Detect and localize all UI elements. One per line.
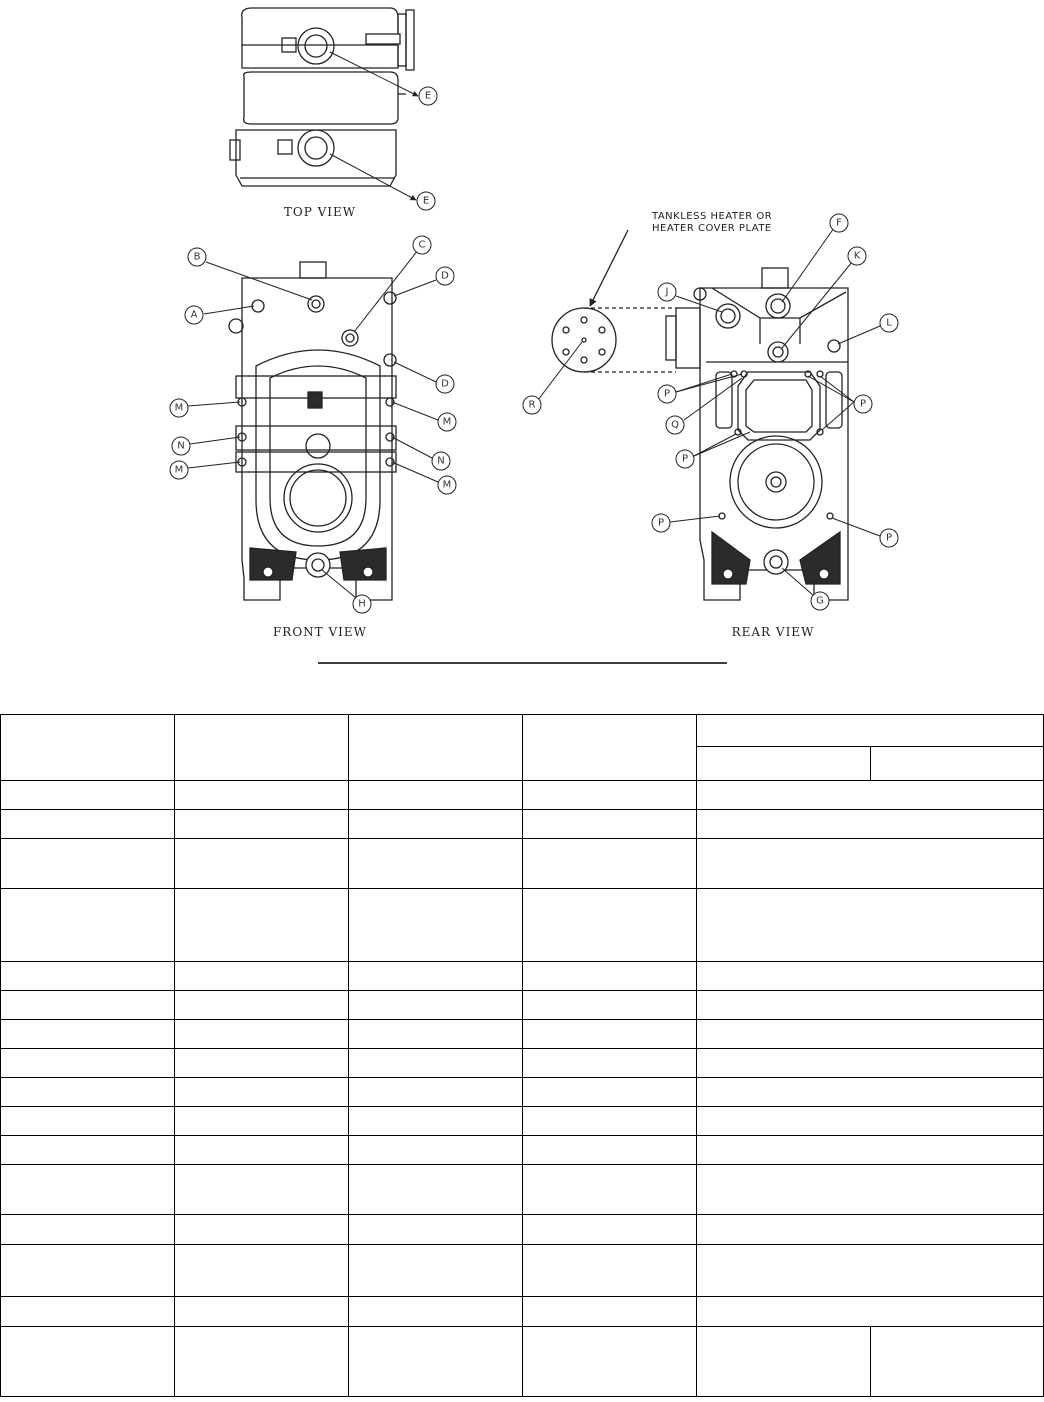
callout-b: B: [193, 251, 201, 263]
connection-spec-table: [0, 714, 1044, 1397]
table-cell: [1, 1107, 175, 1136]
table-cell: [523, 715, 697, 781]
table-cell: [175, 1245, 349, 1297]
table-cell: [175, 991, 349, 1020]
table-header-row: [1, 715, 1044, 747]
table-cell: [523, 1297, 697, 1327]
table-cell: [523, 1245, 697, 1297]
table-cell: [523, 1327, 697, 1397]
table-cell: [523, 1107, 697, 1136]
callout-p-bottom-left: P: [657, 517, 665, 529]
table-cell: [175, 810, 349, 839]
front-view-drawing: [229, 262, 396, 600]
table-row: [1, 781, 1044, 810]
table-cell: [349, 1078, 523, 1107]
front-view-caption: FRONT VIEW: [272, 625, 368, 639]
table-cell: [1, 715, 175, 781]
callout-p-bottom-right: P: [885, 532, 893, 544]
table-cell: [523, 1215, 697, 1245]
table-cell: [697, 1215, 1044, 1245]
table-cell: [175, 1165, 349, 1215]
table-cell: [1, 991, 175, 1020]
callout-q: Q: [671, 419, 679, 431]
table-cell: [175, 1020, 349, 1049]
table-cell: [1, 889, 175, 962]
table-cell: [697, 1327, 871, 1397]
table-cell: [523, 991, 697, 1020]
table-cell: [523, 781, 697, 810]
table-cell: [697, 1020, 1044, 1049]
callout-m-left-top: M: [174, 402, 184, 414]
table-cell: [523, 1078, 697, 1107]
table-cell: [349, 1327, 523, 1397]
table-cell: [175, 962, 349, 991]
callout-k: K: [853, 250, 861, 262]
table-row: [1, 1165, 1044, 1215]
table-row: [1, 1078, 1044, 1107]
table-cell: [349, 889, 523, 962]
table-cell: [175, 715, 349, 781]
table-cell: [697, 991, 1044, 1020]
table-cell: [697, 1245, 1044, 1297]
table-cell: [1, 1215, 175, 1245]
table-cell: [175, 1136, 349, 1165]
table-cell: [349, 1107, 523, 1136]
table-cell: [1, 1245, 175, 1297]
callout-d-top: D: [441, 270, 449, 282]
callout-e-bottom: E: [422, 195, 430, 207]
table-cell: [523, 889, 697, 962]
table-cell: [349, 962, 523, 991]
table-row: [1, 991, 1044, 1020]
table-row: [1, 962, 1044, 991]
table-row: [1, 1136, 1044, 1165]
callout-p-left-upper: P: [663, 388, 671, 400]
table-cell: [1, 1297, 175, 1327]
table-cell: [871, 1327, 1044, 1397]
table-cell: [349, 991, 523, 1020]
table-cell: [349, 1215, 523, 1245]
table-cell: [1, 1327, 175, 1397]
table-cell: [697, 810, 1044, 839]
table-cell: [349, 1049, 523, 1078]
callout-p-right: P: [859, 398, 867, 410]
table-cell: [697, 1165, 1044, 1215]
callout-h: H: [358, 598, 366, 610]
table-cell: [697, 1107, 1044, 1136]
top-view-drawing: [230, 8, 414, 186]
table-row: [1, 1020, 1044, 1049]
table-row: [1, 1215, 1044, 1245]
table-cell: [175, 1215, 349, 1245]
callout-e-top: E: [424, 90, 432, 102]
callout-n-left: N: [177, 440, 185, 452]
table-cell: [697, 889, 1044, 962]
table-row: [1, 1297, 1044, 1327]
table-row: [1, 839, 1044, 889]
callout-m-right-top: M: [442, 416, 452, 428]
table-cell: [697, 1078, 1044, 1107]
table-cell: [1, 1020, 175, 1049]
table-cell: [697, 1049, 1044, 1078]
table-cell: [697, 715, 1044, 747]
table-cell: [175, 889, 349, 962]
table-cell: [175, 839, 349, 889]
table-row: [1, 1107, 1044, 1136]
table-cell: [175, 1107, 349, 1136]
table-cell: [523, 1136, 697, 1165]
table-cell: [349, 1136, 523, 1165]
table-cell: [175, 781, 349, 810]
table-cell: [1, 839, 175, 889]
table-row: [1, 810, 1044, 839]
callout-m-left-bottom: M: [174, 464, 184, 476]
table-cell: [349, 1020, 523, 1049]
table-cell: [1, 1136, 175, 1165]
table-cell: [349, 839, 523, 889]
table-row: [1, 1245, 1044, 1297]
table-cell: [1, 810, 175, 839]
table-cell: [523, 839, 697, 889]
callout-n-right: N: [437, 455, 445, 467]
table-cell: [1, 1078, 175, 1107]
table-cell: [523, 1049, 697, 1078]
table-row: [1, 1049, 1044, 1078]
table-cell: [1, 781, 175, 810]
table-cell: [871, 747, 1044, 781]
table-cell: [349, 810, 523, 839]
table-cell: [697, 962, 1044, 991]
table-cell: [1, 1049, 175, 1078]
table-cell: [697, 1136, 1044, 1165]
table-cell: [175, 1049, 349, 1078]
heater-note-line1: TANKLESS HEATER OR: [652, 211, 773, 222]
callout-p-left-lower: P: [681, 453, 689, 465]
table-cell: [523, 1165, 697, 1215]
callout-l: L: [886, 317, 892, 329]
table-cell: [523, 810, 697, 839]
table-cell: [175, 1297, 349, 1327]
table-cell: [697, 839, 1044, 889]
callout-g: G: [816, 595, 824, 607]
table-row: [1, 1327, 1044, 1397]
callout-m-right-bottom: M: [442, 479, 452, 491]
table-cell: [523, 1020, 697, 1049]
rear-view-caption: REAR VIEW: [731, 625, 815, 639]
boiler-connection-diagram: [0, 0, 1044, 700]
table-cell: [1, 962, 175, 991]
table-cell: [697, 747, 871, 781]
table-cell: [697, 1297, 1044, 1327]
callout-c: C: [418, 239, 426, 251]
callout-r: R: [528, 399, 536, 411]
table-cell: [349, 715, 523, 781]
callout-a: A: [190, 309, 198, 321]
table-cell: [349, 781, 523, 810]
callout-d-bottom: D: [441, 378, 449, 390]
rear-view-drawing: [663, 268, 848, 600]
top-view-caption: TOP VIEW: [283, 205, 357, 219]
table-cell: [523, 962, 697, 991]
heater-cover-plate-drawing: [552, 230, 676, 372]
heater-note-line2: HEATER COVER PLATE: [652, 223, 772, 234]
table-cell: [175, 1078, 349, 1107]
table-cell: [349, 1297, 523, 1327]
table-cell: [1, 1165, 175, 1215]
callout-f: F: [836, 217, 842, 229]
table-cell: [349, 1245, 523, 1297]
table-cell: [697, 781, 1044, 810]
table-row: [1, 889, 1044, 962]
callout-j: J: [665, 286, 669, 298]
table-cell: [175, 1327, 349, 1397]
table-cell: [349, 1165, 523, 1215]
